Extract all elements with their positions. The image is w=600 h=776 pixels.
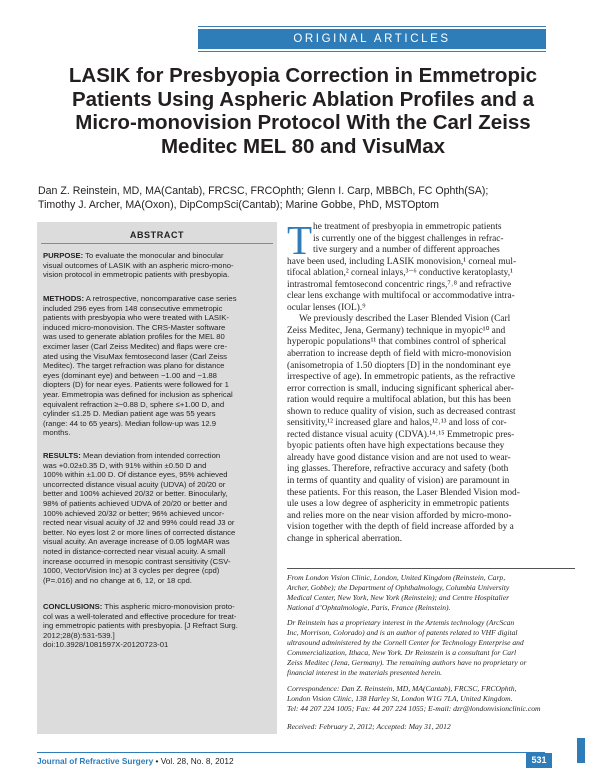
body-line: aberration to increase depth of field with micro-monovision — [287, 349, 512, 360]
results-line: (P=.016) and no change at 6, 12, or 18 cpd. — [43, 575, 192, 585]
body-line: change in spherical aberration. — [287, 533, 403, 544]
results-line: 100% within ±1.00 D. Of distance eyes, 95% achieved — [43, 470, 228, 480]
body-line: he treatment of presbyopia in emmetropic patients — [313, 222, 502, 232]
title-line: LASIK for Presbyopia Correction in Emmetropic — [68, 64, 538, 87]
results-line: 1000, VectorVision Inc) at 3 cycles per degree (cpd) — [43, 566, 220, 576]
results-label: RESULTS: — [43, 451, 81, 460]
abstract-rule — [41, 243, 273, 244]
header-top-rule — [198, 26, 546, 27]
body-column — [287, 217, 575, 545]
purpose-line: visual outcomes of LASIK with an aspheric micro-mono- — [43, 260, 234, 270]
methods-line: included 296 eyes from 148 consecutive emmetropic — [43, 303, 223, 313]
footer-rule — [37, 752, 545, 753]
author-line: Dan Z. Reinstein, MD, MA(Cantab), FRCSC, FRCOphth; Glenn I. Carp, MBBCh, FC Ophth(SA); — [38, 185, 489, 197]
body-line: Zeiss Meditec, Jena, Germany) technique in myopic¹⁰ and — [287, 325, 506, 336]
body-line: intrastromal femtosecond concentric rings,⁷˒⁸ and refractive — [287, 279, 512, 290]
section-label: ORIGINAL ARTICLES — [198, 29, 546, 49]
body-line: already have good distance vision and are not used to wear- — [287, 452, 511, 463]
page-edge-tab — [577, 738, 585, 763]
doi[interactable]: doi:10.3928/1081597X-20120723-01 — [43, 640, 169, 650]
author-line: Timothy J. Archer, MA(Oxon), DipCompSci(Cantab); Marine Gobbe, PhD, MSTOptom — [38, 199, 439, 211]
methods-label: METHODS: — [43, 294, 84, 303]
author-list — [38, 184, 578, 212]
journal-issue: • Vol. 28, No. 8, 2012 — [153, 756, 234, 766]
footnote-line: Received: February 2, 2012; Accepted: May 31, 2012 — [287, 722, 451, 731]
results-line: was +0.02±0.35 D, with 91% within ±0.50 D and — [43, 460, 207, 470]
body-line: We previously described the Laser Blended Vision (Carl — [299, 314, 511, 325]
footnote-line: London Vision Clinic, 138 Harley St, London W1G 7LA, United Kingdom. — [287, 694, 513, 704]
dropcap-letter: T — [287, 217, 313, 263]
results-line: 100% achieved 20/32 or better; 96% achieved uncor- — [43, 508, 225, 518]
body-line: ration would require a multifocal ablation, but this has been — [287, 395, 511, 406]
footnote-line: Medical Center, New York, New York (Reinstein); and Centre Hospitalier — [287, 593, 510, 603]
methods-line: eyes (dominant eye) and between −1.00 and −1.88 — [43, 370, 217, 380]
methods-line: Meditec). The target refraction was plano for distance — [43, 361, 225, 371]
body-paragraph-1 — [287, 217, 575, 314]
abstract-purpose — [43, 251, 275, 280]
body-line: hyperopic populations¹¹ that combines control of spherical — [287, 337, 507, 348]
email-link[interactable]: Tel: 44 207 224 1005; Fax: 44 207 224 1055; E-mail: dzr@londonvisionclinic.com — [287, 704, 541, 714]
methods-line: excimer laser (Carl Zeiss Meditec) and flaps were cre- — [43, 341, 228, 351]
footnote-line: Dr Reinstein has a proprietary interest in the Artemis technology (ArcScan — [287, 618, 515, 627]
footnote-affiliations — [287, 573, 575, 613]
body-line: these patients. For this reason, the Laser Blended Vision mod- — [287, 487, 520, 498]
methods-line: months. — [43, 428, 71, 438]
footnote-correspondence — [287, 684, 575, 714]
title-line: Meditec MEL 80 and VisuMax — [160, 134, 446, 158]
methods-line: ated using the VisuMax femtosecond laser (Carl Zeiss — [43, 351, 228, 361]
methods-line: cylinder ≤1.25 D. Median patient age was 55 years — [43, 409, 216, 419]
body-line: ing glasses. Therefore, refractive accuracy and safety (both — [287, 464, 509, 475]
abstract-methods — [43, 294, 275, 438]
methods-line: year. Emmetropia was defined for inclusion as spherical — [43, 389, 233, 399]
conclusions-line: ing emmetropic patients with presbyopia. [J Refract Surg. — [43, 621, 238, 631]
body-paragraph-2 — [287, 314, 575, 545]
results-line: uncorrected distance visual acuity (UDVA) of 20/20 or — [43, 479, 226, 489]
methods-line: equivalent refraction ≥−0.88 D, sphere ≤+1.00 D, and — [43, 399, 225, 409]
body-line: tive surgery and a number of different approaches — [313, 245, 500, 256]
methods-line: A retrospective, noncomparative case series — [85, 294, 237, 303]
body-line: clear lens exchange with multifocal or accommodative intra- — [287, 291, 515, 302]
purpose-label: PURPOSE: — [43, 251, 84, 260]
body-line: tifocal ablation,² corneal inlays,³⁻⁶ conductive keratoplasty,¹ — [287, 268, 513, 279]
footnote-line: Zeiss Meditec (Jena, Germany). The remaining authors have no proprietary or — [287, 658, 527, 668]
body-line: ule uses a low degree of asphericity in emmetropic patients — [287, 499, 510, 510]
results-line: increase occurred in mesopic contrast sensitivity (CSV- — [43, 556, 231, 566]
purpose-line: To evaluate the monocular and binocular — [85, 251, 224, 260]
body-line: rected distance visual acuity (CDVA).¹⁴˒¹⁵ Emmetropic pres- — [287, 429, 515, 440]
footnote-line: Commercialization, Ithaca, New York. Dr Reinstein is a consultant for Carl — [287, 648, 517, 658]
footnote-disclosure — [287, 618, 575, 679]
results-line: better. No eyes lost 2 or more lines of corrected distance — [43, 527, 236, 537]
body-line: ocular lenses (IOL).⁹ — [287, 302, 366, 313]
methods-line: (range: 44 to 65 years). Median follow-up was 12.9 — [43, 418, 217, 428]
results-line: Mean deviation from intended correction — [83, 451, 221, 460]
body-line: irrespective of age). In emmetropic patients, as the refractive — [287, 372, 516, 383]
footnote-line: financial interest in the materials presented herein. — [287, 668, 443, 678]
conclusions-line: This aspheric micro-monovision proto- — [104, 602, 235, 611]
abstract-results — [43, 451, 275, 585]
body-line: is currently one of the biggest challenges in refrac- — [313, 233, 504, 244]
body-line: byopic patients often have high expectations because they — [287, 441, 505, 452]
results-line: better and 100% achieved 20/32 or better. Binocularly, — [43, 489, 228, 499]
methods-line: induced micro-monovision. The CRS-Master software — [43, 322, 226, 332]
body-line: shown to reduce quality of vision, such as decreased contrast — [287, 406, 516, 417]
journal-citation — [37, 756, 234, 766]
journal-name: Journal of Refractive Surgery — [37, 756, 154, 766]
results-line: visual acuity. An average increase of 0.05 logMAR was — [43, 537, 230, 547]
body-line: sensitivity,¹² increased glare and halos,¹²˒¹³ and loss of cor- — [287, 418, 507, 429]
methods-line: patients with presbyopia who were treated with LASIK- — [43, 313, 229, 323]
abstract-conclusions — [43, 602, 275, 650]
conclusions-label: CONCLUSIONS: — [43, 602, 103, 611]
results-line: noted in distance-corrected near visual acuity. A small — [43, 546, 226, 556]
body-line: vision together with the depth of field increase afforded by a — [287, 522, 514, 533]
page-number: 531 — [526, 753, 552, 768]
footnote-line: From London Vision Clinic, London, United Kingdom (Reinstein, Carp, — [287, 573, 506, 582]
body-line: and relies more on the near vision afforded by micro-mono- — [287, 510, 512, 521]
footnote-line: Archer, Gobbe); the Department of Ophthalmology, Columbia University — [287, 583, 510, 593]
footnote-line: Inc, Morrison, Colorado) and is an author of patents related to VHF digital — [287, 628, 518, 638]
body-line: error correction is small, inducing significant spherical aber- — [287, 383, 514, 394]
methods-line: was used to generate ablation profiles for the MEL 80 — [43, 332, 225, 342]
article-title — [38, 64, 568, 158]
purpose-line: vision protocol in emmetropic patients with presbyopia. — [43, 270, 230, 280]
conclusions-line: col was a well-tolerated and effective procedure for treat- — [43, 611, 237, 621]
body-line: have been used, including LASIK monovision,¹ corneal mul- — [287, 256, 517, 267]
abstract-heading: ABSTRACT — [129, 230, 185, 240]
title-line: Micro-monovision Protocol With the Carl Zeiss — [75, 111, 531, 134]
title-line: Patients Using Aspheric Ablation Profiles and a — [71, 87, 535, 111]
body-line: in terms of quantity and quality of vision) are paramount in — [287, 476, 510, 487]
footnote-line: ultrasound administered by the Cornell Center for Technology Enterprise and — [287, 638, 524, 648]
footnote-rule — [287, 568, 575, 569]
footnote-line: National d’Ophtalmologie, Paris, France (Reinstein). — [287, 603, 451, 613]
received-dates — [287, 722, 575, 732]
header-bottom-rule — [198, 51, 546, 52]
methods-line: diopters (D) for near eyes. Patients were followed for 1 — [43, 380, 229, 390]
body-line: (anisometropia of 1.50 diopters [D] in the nondominant eye — [287, 360, 511, 371]
footnote-line: Correspondence: Dan Z. Reinstein, MD, MA(Cantab), FRCSC, FRCOphth, — [287, 684, 517, 693]
conclusions-line: 2012;28(8):531-539.] — [43, 630, 115, 640]
results-line: 98% of patients achieved UDVA of 20/20 or better and — [43, 498, 228, 508]
results-line: rected near visual acuity of J2 and 99% could read J3 or — [43, 518, 235, 528]
